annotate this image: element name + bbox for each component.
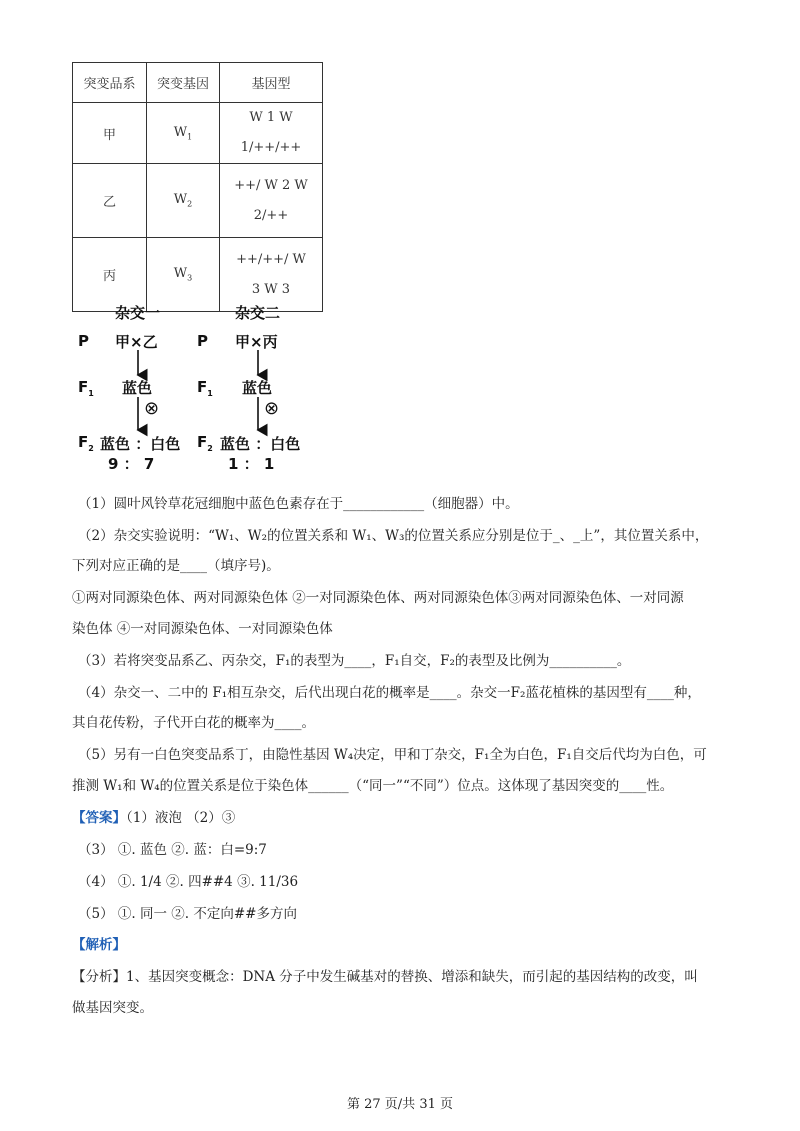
cross1-f1: 蓝色	[122, 379, 153, 397]
table-header: 突变品系	[73, 63, 147, 103]
cross1-title: 杂交一	[115, 304, 161, 322]
table-row	[73, 103, 323, 164]
f2-label: $F_2$	[197, 433, 213, 453]
table-cell-gene: $W_1$	[147, 103, 220, 164]
cross1-f2: 蓝色 ：白色	[100, 435, 181, 453]
table-row	[73, 164, 323, 238]
f1-label: $F_1$	[197, 378, 213, 398]
cross2-ratio: 1 ： 1	[228, 455, 275, 473]
selfing-icon: ⊗	[144, 398, 160, 419]
question-2-options: ①两对同源染色体、两对同源染色体 ②一对同源染色体、两对同源染色体③两对同源染色体、一对同源	[72, 590, 684, 606]
table-cell-line: 乙	[73, 164, 147, 238]
answer-line-5: （5） ①. 同一 ②. 不定向##多方向	[78, 906, 297, 922]
table-header: 突变基因	[147, 63, 220, 103]
cross2-f2: 蓝色 ：白色	[220, 435, 301, 453]
question-5: （5）另有一白色突变品系丁，由隐性基因 W₄决定，甲和丁杂交，F₁全为白色，F₁自交后代均为白色，可	[78, 747, 707, 763]
p-label: P	[197, 332, 208, 350]
answer-line-3: （3） ①. 蓝色 ②. 蓝：白=9:7	[78, 842, 267, 858]
f2-label: $F_2$	[78, 433, 94, 453]
table-cell-line: 甲	[73, 103, 147, 164]
selfing-icon: ⊗	[264, 398, 280, 419]
question-4-cont: 其自花传粉，子代开白花的概率为____。	[72, 715, 315, 731]
cross2-title: 杂交二	[235, 304, 281, 322]
question-3: （3）若将突变品系乙、丙杂交，F₁的表型为____，F₁自交，F₂的表型及比例为__________。	[78, 653, 631, 669]
question-4: （4）杂交一、二中的 F₁相互杂交，后代出现白花的概率是____。杂交一F₂蓝花植株的基因型有____种，	[78, 685, 701, 701]
cross-diagram	[60, 300, 320, 480]
analysis-line-2: 做基因突变。	[72, 1000, 153, 1016]
answer-tag: 【答案】	[72, 810, 126, 826]
answer-line-4: （4） ①. 1/4 ②. 四##4 ③. 11/36	[78, 874, 299, 890]
question-1: （1）圆叶风铃草花冠细胞中蓝色色素存在于____________（细胞器）中。	[78, 496, 519, 512]
table-cell-gene: $W_3$	[147, 238, 220, 312]
question-2-options-cont: 染色体 ④一对同源染色体、一对同源染色体	[72, 621, 333, 637]
cross2-f1: 蓝色	[242, 379, 273, 397]
page-footer: 第 27 页/共 31 页	[347, 1097, 453, 1112]
table-header-row	[73, 63, 323, 103]
mutant-table	[72, 62, 323, 312]
f1-label: $F_1$	[78, 378, 94, 398]
p-label: P	[78, 332, 89, 350]
table-cell-genotype: ++/++/ W 3 W 3	[220, 238, 323, 312]
table-header: 基因型	[220, 63, 323, 103]
table-cell-genotype: W 1 W 1/++/++	[220, 103, 323, 164]
cross2-parents: 甲×丙	[235, 333, 278, 351]
question-5-cont: 推测 W₁和 W₄的位置关系是位于染色体______（“同一”“不同”）位点。这体现了基因突变的____性。	[72, 778, 674, 794]
cross1-parents: 甲×乙	[115, 333, 158, 351]
analysis-line-1: 【分析】1、基因突变概念：DNA 分子中发生碱基对的替换、增添和缺失，而引起的基因结构的改变，叫	[72, 969, 698, 985]
answer-line-1: 【答案】（1）液泡 （2）③	[72, 810, 236, 826]
cross1-ratio: 9 ： 7	[108, 455, 155, 473]
table-cell-line: 丙	[73, 238, 147, 312]
question-2-cont: 下列对应正确的是____（填序号)。	[72, 558, 280, 574]
question-2: （2）杂交实验说明：“W₁、W₂的位置关系和 W₁、W₃的位置关系应分别是位于_、_上”，其位置关系中，	[78, 528, 709, 544]
analysis-tag: 【解析】	[72, 937, 126, 953]
table-cell-genotype: ++/ W 2 W 2/++	[220, 164, 323, 238]
table-cell-gene: $W_2$	[147, 164, 220, 238]
